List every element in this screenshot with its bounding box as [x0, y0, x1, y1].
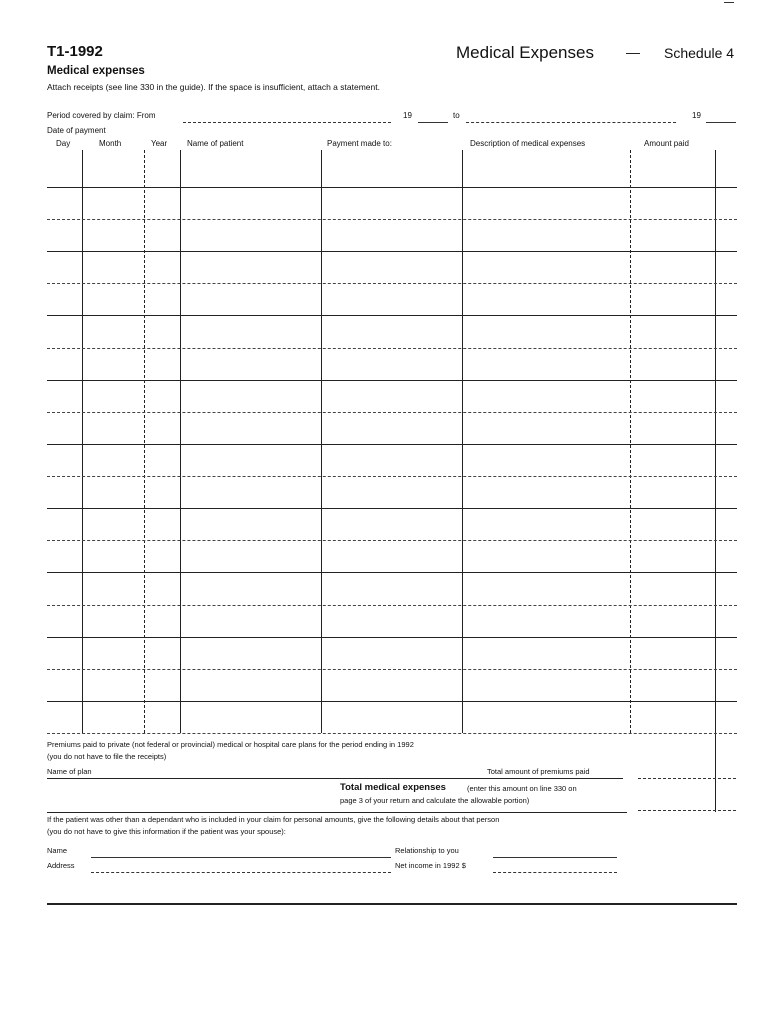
period-from-label: Period covered by claim: From [47, 111, 156, 120]
col-payment-made-to: Payment made to: [327, 139, 392, 148]
table-row[interactable] [47, 669, 737, 670]
total-medical-expenses-field[interactable] [638, 810, 736, 811]
table-row[interactable] [47, 380, 737, 381]
period-19a: 19 [403, 111, 412, 120]
total-medical-expenses-label: Total medical expenses [340, 782, 446, 793]
period-from-field[interactable] [183, 122, 391, 123]
col-divider [82, 150, 83, 733]
period-to-label: to [453, 111, 460, 120]
table-row[interactable] [47, 315, 737, 316]
section-title: Medical expenses [47, 65, 145, 77]
table-row[interactable] [47, 572, 737, 573]
table-row[interactable] [47, 508, 737, 509]
table-row[interactable] [47, 637, 737, 638]
table-row[interactable] [47, 444, 737, 445]
col-day: Day [56, 139, 71, 148]
relationship-label: Relationship to you [395, 846, 459, 855]
col-divider [180, 150, 181, 733]
table-row[interactable] [47, 605, 737, 606]
form-code: T1-1992 [47, 43, 103, 60]
name-label: Name [47, 846, 68, 855]
period-year-from-field[interactable] [418, 122, 448, 123]
address-label: Address [47, 861, 75, 870]
col-month: Month [99, 139, 122, 148]
schedule-label: Schedule 4 [664, 45, 735, 61]
col-name-of-patient: Name of patient [187, 139, 244, 148]
period-19b: 19 [692, 111, 701, 120]
premiums-line2: (you do not have to file the receipts) [47, 752, 167, 761]
name-of-plan-field[interactable] [47, 778, 623, 779]
col-description: Description of medical expenses [470, 139, 586, 148]
table-row[interactable] [47, 283, 737, 284]
name-field[interactable] [91, 857, 391, 858]
total-note1: (enter this amount on line 330 on [467, 784, 577, 793]
col-year: Year [151, 139, 168, 148]
table-row[interactable] [47, 412, 737, 413]
premiums-line1: Premiums paid to private (not federal or provincial) medical or hospital care plans for the period ending in 1992 [47, 740, 414, 749]
address-field[interactable] [91, 872, 391, 873]
net-income-label: Net income in 1992 $ [395, 861, 466, 870]
col-amount-paid: Amount paid [644, 139, 689, 148]
page-title: Medical Expenses [456, 43, 594, 62]
table-row[interactable] [47, 540, 737, 541]
table-row[interactable] [47, 733, 737, 734]
col-divider [144, 150, 145, 733]
table-row[interactable] [47, 348, 737, 349]
total-premiums-field[interactable] [638, 778, 736, 779]
dependant-line1: If the patient was other than a dependant who is included in your claim for personal amounts, give the following details about that person [47, 815, 500, 824]
col-divider [462, 150, 463, 733]
table-row[interactable] [47, 187, 737, 188]
table-row[interactable] [47, 701, 737, 702]
total-note2: page 3 of your return and calculate the allowable portion) [340, 796, 530, 805]
period-year-to-field[interactable] [706, 122, 736, 123]
table-row[interactable] [47, 476, 737, 477]
col-divider-amount [715, 150, 716, 812]
corner-mark [724, 2, 734, 3]
dependant-line2: (you do not have to give this information if the patient was your spouse): [47, 827, 286, 836]
net-income-field[interactable] [493, 872, 617, 873]
period-to-field[interactable] [466, 122, 676, 123]
title-dash: — [626, 44, 640, 60]
table-row[interactable] [47, 219, 737, 220]
bottom-rule [47, 903, 737, 905]
table-row[interactable] [47, 251, 737, 252]
col-divider [630, 150, 631, 733]
instruction-text: Attach receipts (see line 330 in the guide). If the space is insufficient, attach a statement. [47, 82, 380, 92]
relationship-field[interactable] [493, 857, 617, 858]
divider [47, 812, 627, 813]
date-of-payment-label: Date of payment [47, 126, 106, 135]
total-premiums-label: Total amount of premiums paid [487, 767, 590, 776]
name-of-plan-label: Name of plan [47, 767, 92, 776]
col-divider [321, 150, 322, 733]
